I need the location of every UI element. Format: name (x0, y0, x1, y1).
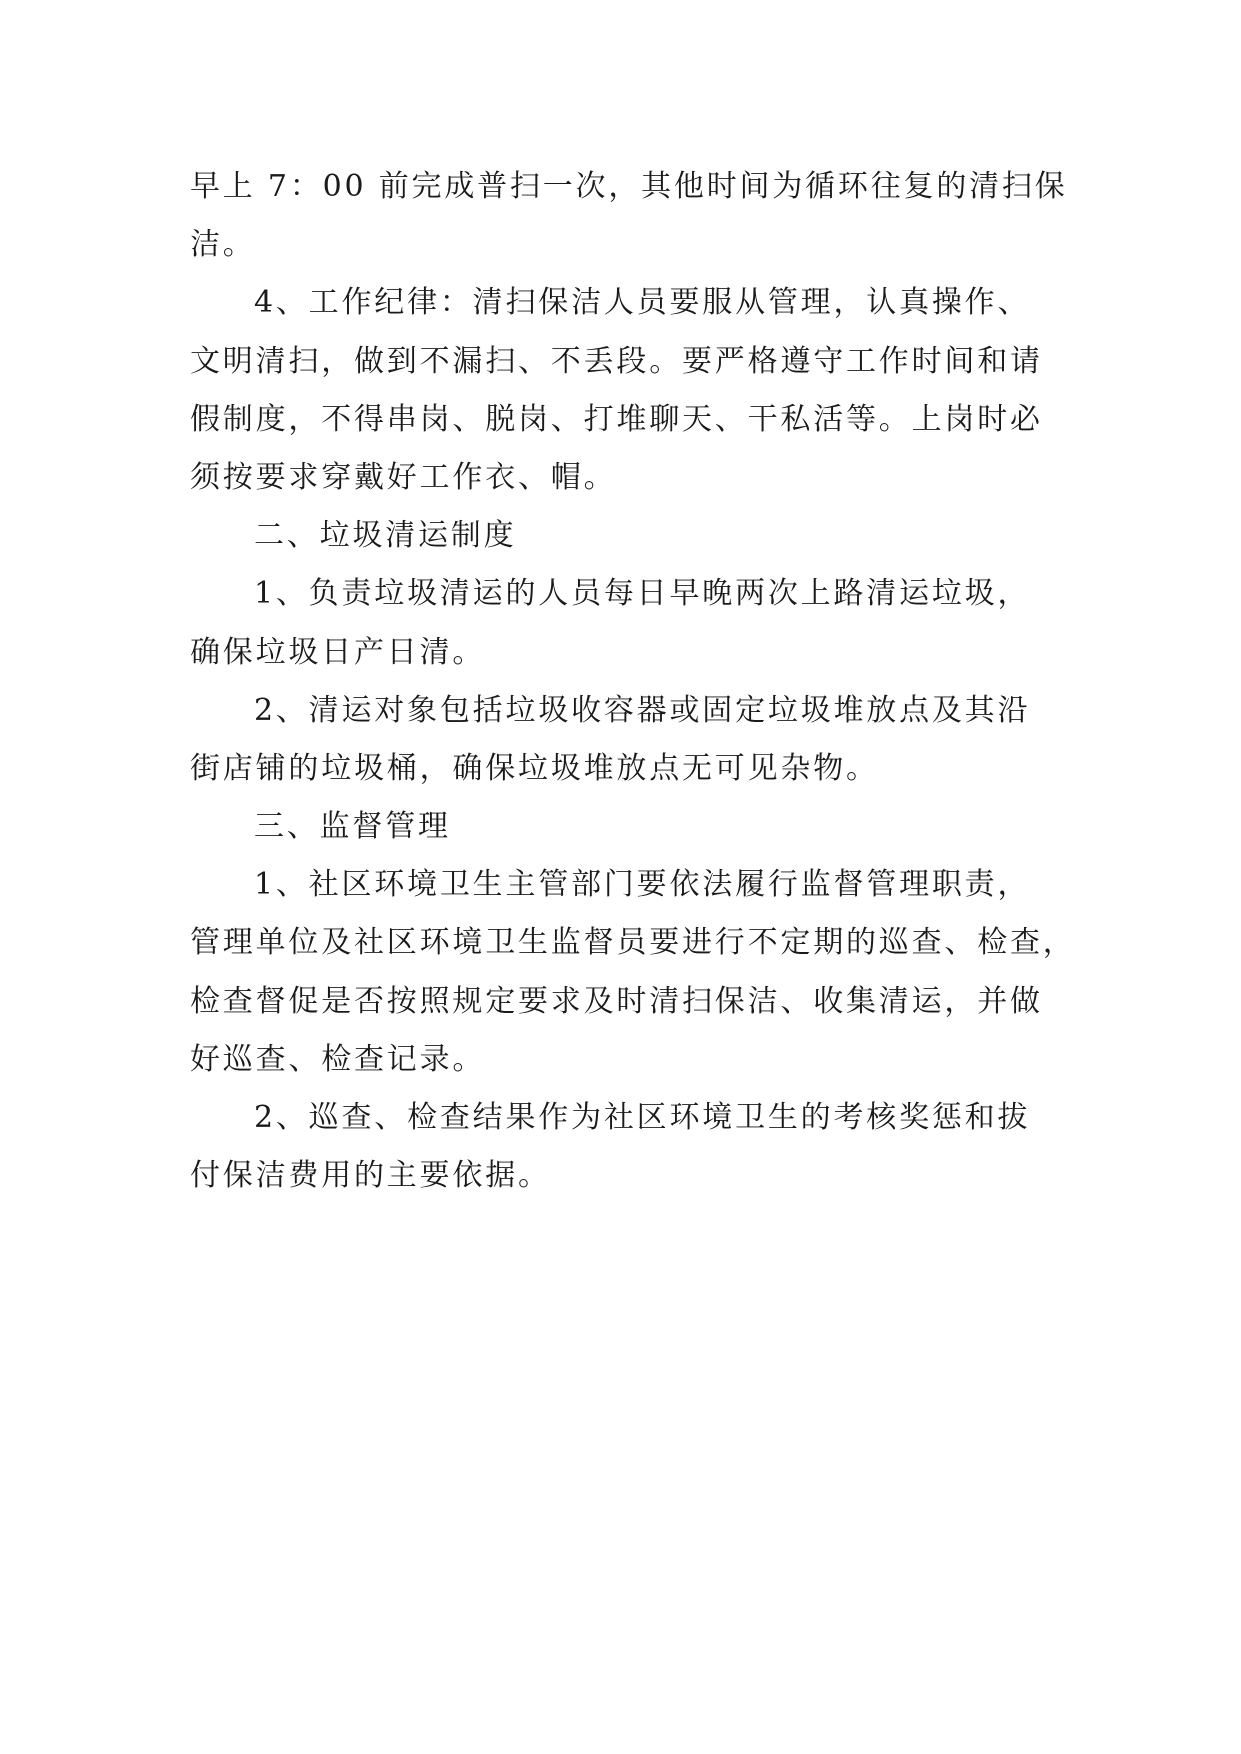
text-line: 付保洁费用的主要依据。 (190, 1158, 551, 1194)
section-heading: 二、垃圾清运制度 (254, 518, 517, 554)
text-line: 街店铺的垃圾桶，确保垃圾堆放点无可见杂物。 (190, 750, 879, 786)
text-line: 须按要求穿戴好工作衣、帽。 (190, 459, 617, 495)
text-line: 管理单位及社区环境卫生监督员要进行不定期的巡查、检查， (190, 925, 1076, 961)
paragraph-start-line: 1、负责垃圾清运的人员每日早晚两次上路清运垃圾， (254, 576, 1031, 612)
text-line: 检查督促是否按照规定要求及时清扫保洁、收集清运，并做 (190, 983, 1043, 1019)
paragraph-start-line: 4、工作纪律：清扫保洁人员要服从管理，认真操作、 (254, 285, 1031, 321)
document-body (190, 158, 1076, 1205)
section-heading: 三、监督管理 (254, 809, 451, 845)
paragraph-start-line: 2、清运对象包括垃圾收容器或固定垃圾堆放点及其沿 (254, 692, 1031, 728)
text-line: 文明清扫，做到不漏扫、不丢段。要严格遵守工作时间和请 (190, 343, 1043, 379)
text-line: 假制度，不得串岗、脱岗、打堆聊天、干私活等。上岗时必 (190, 401, 1043, 437)
text-line: 洁。 (190, 227, 256, 263)
paragraph-start-line: 2、巡查、检查结果作为社区环境卫生的考核奖惩和拔 (254, 1100, 1031, 1135)
text-line: 好巡查、检查记录。 (190, 1041, 486, 1077)
paragraph-start-line: 1、社区环境卫生主管部门要依法履行监督管理职责， (254, 867, 1031, 903)
text-line: 早上 7：00 前完成普扫一次，其他时间为循环往复的清扫保 (190, 169, 1068, 204)
text-line: 确保垃圾日产日清。 (190, 634, 486, 670)
